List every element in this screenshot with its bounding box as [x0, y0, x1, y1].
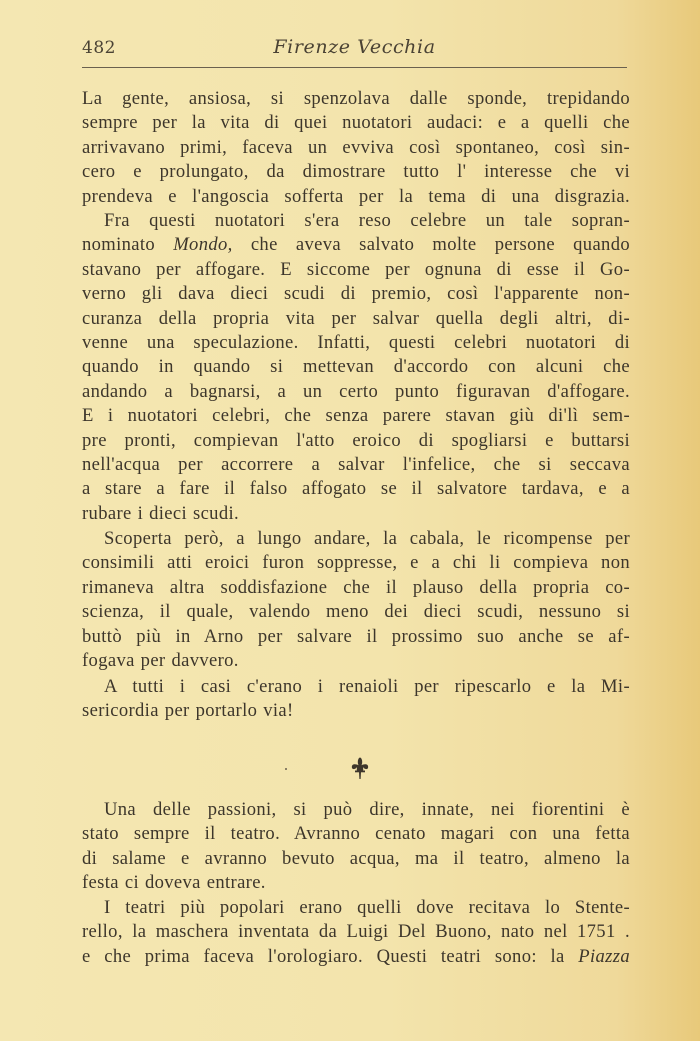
text-line-with-italic	[82, 945, 630, 969]
text-line: rello, la maschera inventata da Luigi Del Buono, nato nel 1751 .	[82, 921, 630, 943]
text-line: cero e prolungato, da dimostrare tutto l' interesse che vi	[82, 161, 630, 183]
paragraph-3	[82, 527, 630, 673]
paragraph-2	[82, 209, 630, 526]
text-line: arrivavano primi, faceva un evviva così spontaneo, così sin-	[82, 136, 630, 158]
text-line: I teatri più popolari erano quelli dove recitava lo Stente-	[104, 897, 630, 918]
text-line: fogava per davvero.	[82, 650, 239, 672]
text-line: Scoperta però, a lungo andare, la cabala, le ricompense per	[104, 528, 630, 549]
paragraph-6	[82, 896, 630, 969]
text-line: rimaneva altra soddisfazione che il plauso della propria co-	[82, 576, 630, 598]
text-line: pre pronti, compievan l'atto eroico di spogliarsi e buttarsi	[82, 429, 630, 451]
text-line: buttò più in Arno per salvare il prossimo suo anche se af-	[82, 625, 630, 647]
text-line: festa ci doveva entrare.	[82, 872, 266, 894]
text-line: verno gli dava dieci scudi di premio, così l'apparente non-	[82, 283, 630, 305]
text-line: stato sempre il teatro. Avranno cenato magari con una fetta	[82, 823, 630, 845]
paragraph-5	[82, 798, 630, 896]
line-prefix: e che prima faceva l'orologiaro. Questi teatri sono: la	[82, 945, 579, 967]
text-line: curanza della propria vita per salvar quella degli altri, di-	[82, 307, 630, 329]
text-line: E i nuotatori celebri, che senza parere stavan giù di'lì sem-	[82, 405, 630, 427]
text-line: sempre per la vita di quei nuotatori audaci: e a quelli che	[82, 112, 630, 134]
text-line: stavano per affogare. E siccome per ognuna di esse il Go-	[82, 258, 630, 280]
running-title: Firenze Vecchia	[273, 36, 436, 58]
text-line: prendeva e l'angoscia sofferta per la tema di una disgrazia.	[82, 185, 630, 207]
text-line: quando in quando si mettevan d'accordo con alcuni che	[82, 356, 630, 378]
ink-speck	[285, 768, 287, 770]
text-line: A tutti i casi c'erano i renaioli per ripescarlo e la Mi-	[104, 676, 630, 697]
text-line: sericordia per portarlo via!	[82, 700, 294, 722]
fleuron-icon	[345, 755, 375, 781]
text-line: Una delle passioni, si può dire, innate, nei fiorentini è	[104, 799, 630, 820]
line-suffix: che aveva salvato molte persone quando	[232, 234, 630, 256]
paragraph-4	[82, 675, 630, 724]
text-line: venne una speculazione. Infatti, questi celebri nuotatori di	[82, 332, 630, 354]
header-rule	[82, 67, 627, 68]
paragraph-1	[82, 87, 630, 209]
text-line: consimili atti eroici furon soppresse, e a chi li compieva non	[82, 552, 630, 574]
text-line: scienza, il quale, valendo meno dei dieci scudi, nessuno si	[82, 601, 630, 623]
running-head	[82, 36, 627, 66]
italic-place: Piazza	[578, 945, 630, 967]
italic-name: Mondo,	[173, 234, 233, 256]
text-line: rubare i dieci scudi.	[82, 502, 239, 524]
text-line: a stare a fare il falso affogato se il salvatore tardava, e a	[82, 478, 630, 500]
text-line: La gente, ansiosa, si spenzolava dalle sponde, trepidando	[82, 88, 630, 109]
text-line-with-italic	[82, 233, 630, 257]
text-line: di salame e avranno bevuto acqua, ma il teatro, almeno la	[82, 847, 630, 869]
text-line: nell'acqua per accorrere a salvar l'infelice, che si seccava	[82, 454, 630, 476]
line-prefix: nominato	[82, 234, 174, 256]
text-line: Fra questi nuotatori s'era reso celebre un tale sopran-	[104, 210, 630, 231]
text-line: andando a bagnarsi, a un certo punto figuravan d'affogare.	[82, 380, 630, 402]
page-number: 482	[82, 38, 116, 58]
